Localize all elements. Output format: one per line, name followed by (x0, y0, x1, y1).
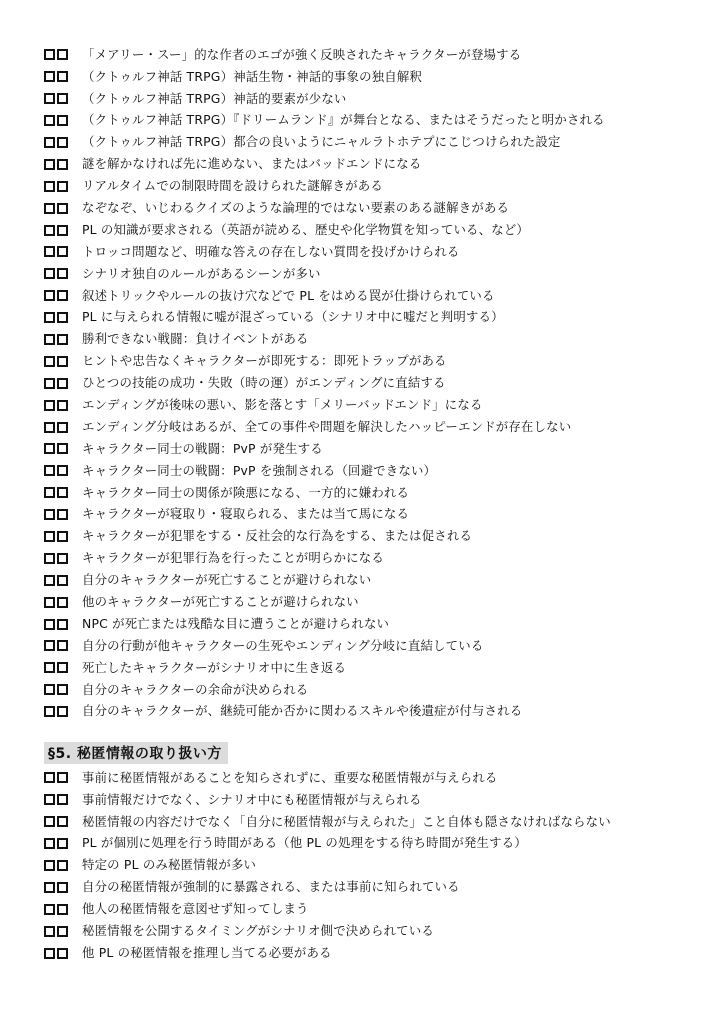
checklist-item-text: 他のキャラクターが死亡することが避けられない (82, 594, 359, 609)
checklist-item (44, 88, 714, 110)
checklist-item-text: トロッコ問題など、明確な答えの存在しない質問を投げかけられる (82, 243, 460, 259)
checkbox-2[interactable] (57, 662, 68, 673)
checklist-item-text: 秘匿情報を公開するタイミングがシナリオ側で決められている (82, 922, 434, 938)
checklist-item (44, 66, 714, 88)
checklist-item-text: 勝利できない戦闘：負けイベントがある (82, 331, 309, 347)
checklist-item (44, 591, 714, 613)
checkbox-pair (44, 203, 82, 214)
checklist-item-text: 「メアリー・スー」的な作者のエゴが強く反映されたキャラクターが登場する (82, 46, 522, 62)
checklist-item-text: エンディング分岐はあるが、全ての事件や問題を解決したハッピーエンドが存在しない (82, 418, 572, 434)
checkbox-2[interactable] (57, 597, 68, 608)
checklist-item-text: なぞなぞ、いじわるクイズのような論理的ではない要素のある謎解きがある (82, 199, 510, 215)
checkbox-2[interactable] (57, 49, 68, 60)
checkbox-pair (44, 181, 82, 192)
checkbox-2[interactable] (57, 246, 68, 257)
checklist-item-text: ヒントや忠告なくキャラクターが即死する：即死トラップがある (82, 353, 447, 369)
checklist-item (44, 482, 714, 504)
checklist-item-text: PL の知識が要求される（英語が読める、歴史や化学物質を知っている、など） (82, 221, 529, 237)
checkbox-2[interactable] (57, 203, 68, 214)
checkbox-1[interactable] (44, 246, 55, 257)
checkbox-1[interactable] (44, 706, 55, 717)
checkbox-2[interactable] (57, 422, 68, 433)
checkbox-2[interactable] (57, 575, 68, 586)
checklist-item (44, 920, 714, 942)
checkbox-pair (44, 816, 82, 827)
checkbox-1[interactable] (44, 575, 55, 586)
checklist-item (44, 219, 714, 241)
checklist-item (44, 855, 714, 877)
checklist-item-text: PL が個別に処理を行う時間がある（他 PL の処理をする待ち時間が発生する） (82, 835, 527, 851)
checkbox-pair (44, 662, 82, 673)
checkbox-2[interactable] (57, 225, 68, 236)
checkbox-2[interactable] (57, 181, 68, 192)
checkbox-2[interactable] (57, 838, 68, 849)
checklist-item-text: シナリオ独自のルールがあるシーンが多い (82, 265, 321, 281)
checkbox-2[interactable] (57, 487, 68, 498)
checkbox-1[interactable] (44, 71, 55, 82)
checklist-item-text: 死亡したキャラクターがシナリオ中に生き返る (82, 659, 347, 675)
section-5-heading: §5. 秘匿情報の取り扱い方 (44, 742, 228, 764)
checkbox-2[interactable] (57, 159, 68, 170)
checklist-item (44, 789, 714, 811)
checkbox-pair (44, 882, 82, 893)
checklist-item-text: キャラクターが犯罪行為を行ったことが明らかになる (82, 550, 384, 566)
checkbox-1[interactable] (44, 334, 55, 345)
checklist-item (44, 526, 714, 548)
checkbox-2[interactable] (57, 115, 68, 126)
checklist-item (44, 811, 714, 833)
checkbox-pair (44, 400, 82, 411)
checklist-item (44, 635, 714, 657)
checkbox-2[interactable] (57, 948, 68, 959)
checklist-item (44, 942, 714, 964)
checkbox-1[interactable] (44, 312, 55, 323)
checkbox-1[interactable] (44, 509, 55, 520)
checklist-item-text: 秘匿情報の内容だけでなく「自分に秘匿情報が与えられた」こと自体も隠さなければならない (82, 813, 611, 829)
checklist-item (44, 110, 714, 132)
checkbox-2[interactable] (57, 334, 68, 345)
checkbox-pair (44, 93, 82, 104)
checkbox-pair (44, 531, 82, 542)
checkbox-pair (44, 71, 82, 82)
checkbox-2[interactable] (57, 356, 68, 367)
checklist-item-text: エンディングが後味の悪い、影を落とす「メリーバッドエンド」になる (82, 396, 483, 412)
checkbox-pair (44, 159, 82, 170)
checklist-section-5 (44, 767, 714, 964)
checkbox-1[interactable] (44, 948, 55, 959)
checkbox-pair (44, 443, 82, 454)
checkbox-1[interactable] (44, 356, 55, 367)
checkbox-2[interactable] (57, 268, 68, 279)
checkbox-pair (44, 772, 82, 783)
checkbox-1[interactable] (44, 640, 55, 651)
checkbox-pair (44, 115, 82, 126)
checkbox-pair (44, 553, 82, 564)
checklist-item-text: キャラクター同士の関係が険悪になる、一方的に嫌われる (82, 484, 410, 500)
checklist-item (44, 153, 714, 175)
checkbox-1[interactable] (44, 926, 55, 937)
checklist-item (44, 613, 714, 635)
checklist-item (44, 132, 714, 154)
checkbox-pair (44, 334, 82, 345)
checklist-item (44, 679, 714, 701)
checkbox-1[interactable] (44, 115, 55, 126)
checkbox-pair (44, 684, 82, 695)
checkbox-2[interactable] (57, 509, 68, 520)
checkbox-2[interactable] (57, 137, 68, 148)
checkbox-1[interactable] (44, 619, 55, 630)
checklist-item-text: 自分のキャラクターが、継続可能か否かに関わるスキルや後遺症が付与される (82, 703, 523, 719)
checkbox-1[interactable] (44, 93, 55, 104)
checklist-item (44, 657, 714, 679)
checkbox-2[interactable] (57, 553, 68, 564)
checklist-item-text: （クトゥルフ神話 TRPG）神話生物・神話的事象の独自解釈 (82, 68, 423, 84)
checkbox-1[interactable] (44, 443, 55, 454)
checklist-item-text: （クトゥルフ神話 TRPG）都合の良いようにニャルラトホテプにこじつけられた設定 (82, 134, 561, 150)
checklist-item-text: 謎を解かなければ先に進めない、またはバッドエンドになる (82, 156, 422, 172)
checklist-item (44, 569, 714, 591)
checkbox-pair (44, 465, 82, 476)
checkbox-1[interactable] (44, 181, 55, 192)
checkbox-1[interactable] (44, 904, 55, 915)
checklist-item-text: キャラクター同士の戦闘：PvP を強制される（回避できない） (82, 462, 437, 478)
checklist-item-text: 他 PL の秘匿情報を推理し当てる必要がある (82, 944, 332, 960)
checkbox-1[interactable] (44, 684, 55, 695)
checklist-item (44, 372, 714, 394)
checkbox-2[interactable] (57, 772, 68, 783)
checkbox-pair (44, 225, 82, 236)
checkbox-1[interactable] (44, 794, 55, 805)
checkbox-2[interactable] (57, 312, 68, 323)
checkbox-2[interactable] (57, 860, 68, 871)
checkbox-1[interactable] (44, 487, 55, 498)
checkbox-1[interactable] (44, 860, 55, 871)
checklist-item-text: 自分の行動が他キャラクターの生死やエンディング分岐に直結している (82, 637, 484, 653)
checkbox-2[interactable] (57, 882, 68, 893)
checkbox-1[interactable] (44, 203, 55, 214)
checklist-item-text: PL に与えられる情報に嘘が混ざっている（シナリオ中に嘘だと判明する） (82, 309, 504, 325)
checklist-item-text: 自分のキャラクターの余命が決められる (82, 681, 309, 697)
checkbox-2[interactable] (57, 794, 68, 805)
checklist-item (44, 898, 714, 920)
checkbox-pair (44, 378, 82, 389)
checklist-item (44, 350, 714, 372)
checklist-item-text: キャラクター同士の戦闘：PvP が発生する (82, 440, 323, 456)
checklist-item (44, 394, 714, 416)
checklist-item-text: 事前情報だけでなく、シナリオ中にも秘匿情報が与えられる (82, 791, 422, 807)
checkbox-1[interactable] (44, 531, 55, 542)
checklist-item-text: 事前に秘匿情報があることを知らされずに、重要な秘匿情報が与えられる (82, 769, 498, 785)
checklist-item (44, 263, 714, 285)
checkbox-2[interactable] (57, 904, 68, 915)
checkbox-1[interactable] (44, 137, 55, 148)
checkbox-pair (44, 246, 82, 257)
checkbox-pair (44, 706, 82, 717)
checklist-item-text: ひとつの技能の成功・失敗（時の運）がエンディングに直結する (82, 375, 446, 391)
checkbox-2[interactable] (57, 71, 68, 82)
checkbox-pair (44, 290, 82, 301)
checkbox-1[interactable] (44, 597, 55, 608)
checkbox-1[interactable] (44, 400, 55, 411)
checklist-item (44, 438, 714, 460)
checkbox-2[interactable] (57, 816, 68, 827)
checklist-item (44, 285, 714, 307)
checklist-item (44, 307, 714, 329)
checklist-item (44, 767, 714, 789)
checkbox-2[interactable] (57, 684, 68, 695)
checkbox-1[interactable] (44, 553, 55, 564)
checkbox-1[interactable] (44, 290, 55, 301)
checkbox-pair (44, 948, 82, 959)
checklist-item-text: 自分の秘匿情報が強制的に暴露される、または事前に知られている (82, 879, 460, 895)
checkbox-pair (44, 356, 82, 367)
checklist-item-text: NPC が死亡または残酷な目に遭うことが避けられない (82, 615, 390, 631)
checkbox-pair (44, 640, 82, 651)
checklist-item (44, 241, 714, 263)
checklist-item (44, 329, 714, 351)
checkbox-2[interactable] (57, 443, 68, 454)
checklist-item-text: リアルタイムでの制限時間を設けられた謎解きがある (82, 178, 383, 194)
checklist-item (44, 175, 714, 197)
checkbox-pair (44, 794, 82, 805)
checklist-item-text: （クトゥルフ神話 TRPG）神話的要素が少ない (82, 90, 347, 106)
checkbox-2[interactable] (57, 640, 68, 651)
checklist-item (44, 547, 714, 569)
checkbox-pair (44, 926, 82, 937)
checkbox-pair (44, 860, 82, 871)
checkbox-1[interactable] (44, 838, 55, 849)
checklist-item (44, 197, 714, 219)
checkbox-2[interactable] (57, 619, 68, 630)
checkbox-pair (44, 487, 82, 498)
checklist-item (44, 44, 714, 66)
checklist-item-text: 自分のキャラクターが死亡することが避けられない (82, 572, 372, 588)
checkbox-2[interactable] (57, 465, 68, 476)
checklist-item-text: 叙述トリックやルールの抜け穴などで PL をはめる罠が仕掛けられている (82, 287, 495, 303)
checklist-item-text: （クトゥルフ神話 TRPG）『ドリームランド』が舞台となる、またはそうだったと明かされる (82, 112, 605, 128)
checkbox-pair (44, 137, 82, 148)
checkbox-1[interactable] (44, 378, 55, 389)
checklist-section-4 (44, 44, 714, 723)
checkbox-2[interactable] (57, 93, 68, 104)
checkbox-2[interactable] (57, 290, 68, 301)
checkbox-1[interactable] (44, 465, 55, 476)
checkbox-1[interactable] (44, 662, 55, 673)
checklist-item (44, 504, 714, 526)
checkbox-1[interactable] (44, 882, 55, 893)
checklist-item (44, 876, 714, 898)
checkbox-1[interactable] (44, 225, 55, 236)
checklist-item-text: 他人の秘匿情報を意図せず知ってしまう (82, 901, 309, 917)
checkbox-1[interactable] (44, 772, 55, 783)
checkbox-pair (44, 597, 82, 608)
checkbox-1[interactable] (44, 268, 55, 279)
checklist-item (44, 833, 714, 855)
checkbox-2[interactable] (57, 706, 68, 717)
checklist-item (44, 701, 714, 723)
checkbox-2[interactable] (57, 400, 68, 411)
checkbox-pair (44, 509, 82, 520)
checklist-item-text: 特定の PL のみ秘匿情報が多い (82, 857, 257, 873)
checkbox-pair (44, 904, 82, 915)
checkbox-2[interactable] (57, 926, 68, 937)
checklist-item-text: キャラクターが犯罪をする・反社会的な行為をする、または促される (82, 528, 473, 544)
checkbox-1[interactable] (44, 816, 55, 827)
checkbox-pair (44, 422, 82, 433)
checkbox-pair (44, 619, 82, 630)
checklist-item (44, 460, 714, 482)
checkbox-pair (44, 268, 82, 279)
checklist-item (44, 416, 714, 438)
checkbox-2[interactable] (57, 531, 68, 542)
checkbox-pair (44, 575, 82, 586)
checkbox-pair (44, 49, 82, 60)
checkbox-1[interactable] (44, 159, 55, 170)
checkbox-1[interactable] (44, 49, 55, 60)
checkbox-1[interactable] (44, 422, 55, 433)
checkbox-pair (44, 838, 82, 849)
checkbox-2[interactable] (57, 378, 68, 389)
checklist-item-text: キャラクターが寝取り・寝取られる、または当て馬になる (82, 506, 410, 522)
checkbox-pair (44, 312, 82, 323)
